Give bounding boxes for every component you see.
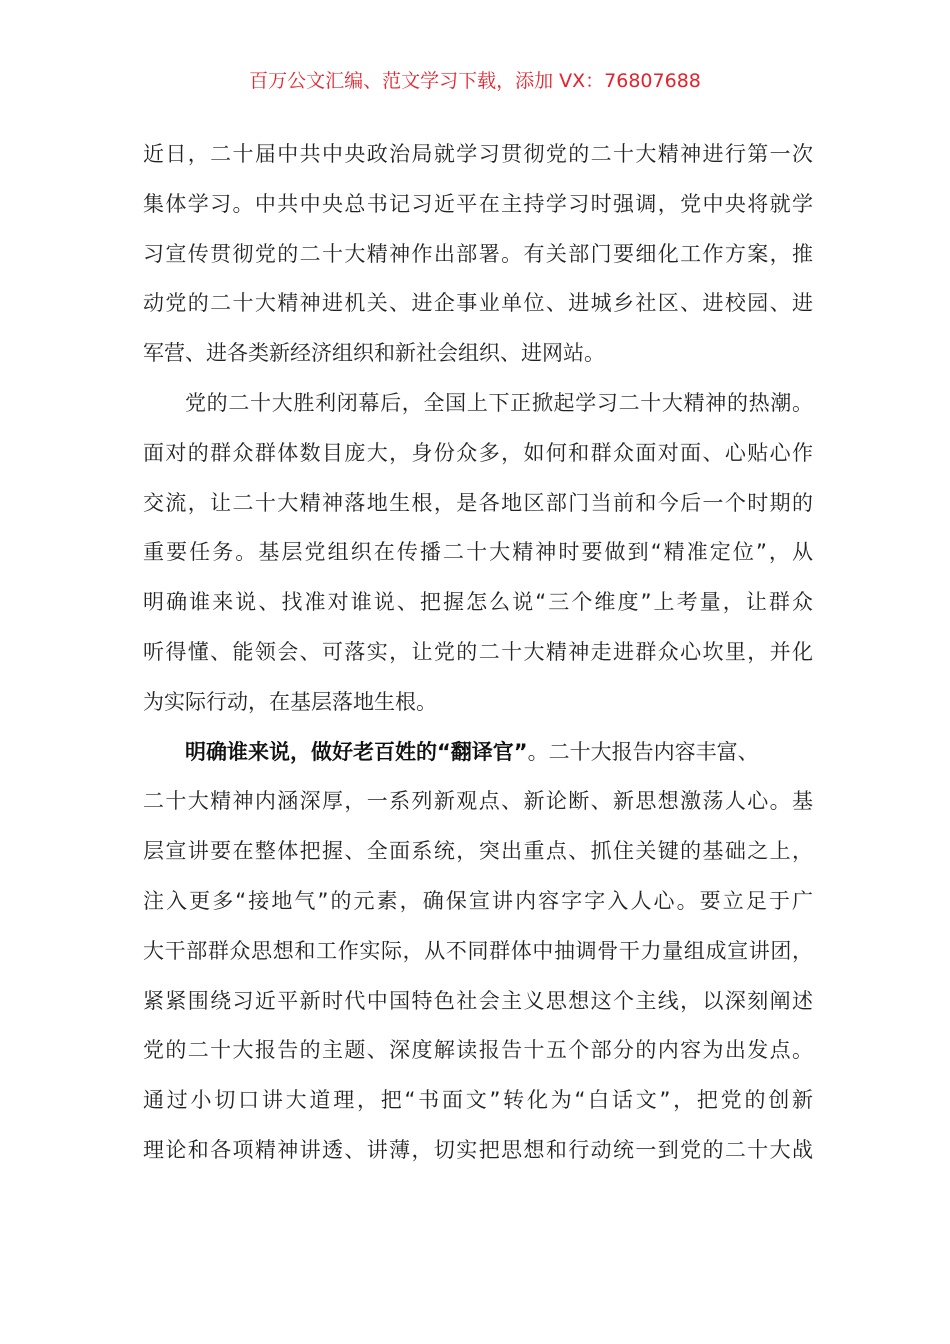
text-line: 为实际行动，在基层落地生根。 <box>143 689 437 714</box>
paragraph-1 <box>143 130 813 379</box>
text-line: 近日，二十届中共中央政治局就学习贯彻党的二十大精神进行第一次 <box>143 142 813 166</box>
text-line: 面对的群众群体数目庞大，身份众多，如何和群众面对面、心贴心作 <box>143 440 813 465</box>
text-line: 理论和各项精神讲透、讲薄，切实把思想和行动统一到党的二十大战 <box>143 1137 813 1162</box>
section-heading: 明确谁来说，做好老百姓的“翻译官” <box>185 739 528 764</box>
document-body <box>143 130 813 1176</box>
text-line: 二十大精神内涵深厚，一系列新观点、新论断、新思想激荡人心。基 <box>143 789 813 814</box>
text-line: 交流，让二十大精神落地生根，是各地区部门当前和今后一个时期的 <box>143 490 813 515</box>
text-line: 紧紧围绕习近平新时代中国特色社会主义思想这个主线，以深刻阐述 <box>143 988 813 1013</box>
paragraph-2 <box>143 379 813 728</box>
text-line: 动党的二十大精神进机关、进企事业单位、进城乡社区、进校园、进 <box>143 291 813 316</box>
text-line: 层宣讲要在整体把握、全面系统，突出重点、抓住关键的基础之上， <box>143 839 813 864</box>
text-line: 注入更多“接地气”的元素，确保宣讲内容字字入人心。要立足于广 <box>143 888 813 913</box>
text-line: 集体学习。中共中央总书记习近平在主持学习时强调，党中央将就学 <box>143 191 813 216</box>
text-line <box>143 728 813 778</box>
heading-continuation: 。二十大报告内容丰富、 <box>527 739 759 764</box>
text-line: 习宣传贯彻党的二十大精神作出部署。有关部门要细化工作方案，推 <box>143 241 813 266</box>
text-line: 党的二十大报告的主题、深度解读报告十五个部分的内容为出发点。 <box>143 1038 813 1063</box>
text-line: 听得懂、能领会、可落实，让党的二十大精神走进群众心坎里，并化 <box>143 639 813 664</box>
watermark-header: 百万公文汇编、范文学习下载，添加 VX：76807688 <box>249 70 701 92</box>
text-line: 明确谁来说、找准对谁说、把握怎么说“三个维度”上考量，让群众 <box>143 590 813 615</box>
text-line: 大干部群众思想和工作实际，从不同群体中抽调骨干力量组成宣讲团， <box>143 938 813 963</box>
text-line: 重要任务。基层党组织在传播二十大精神时要做到“精准定位”，从 <box>143 540 813 565</box>
text-line: 党的二十大胜利闭幕后，全国上下正掀起学习二十大精神的热潮。 <box>185 390 813 415</box>
paragraph-3 <box>143 728 813 1176</box>
text-line: 通过小切口讲大道理，把“书面文”转化为“白话文”，把党的创新 <box>143 1088 813 1113</box>
text-line: 军营、进各类新经济组织和新社会组织、进网站。 <box>143 341 605 366</box>
